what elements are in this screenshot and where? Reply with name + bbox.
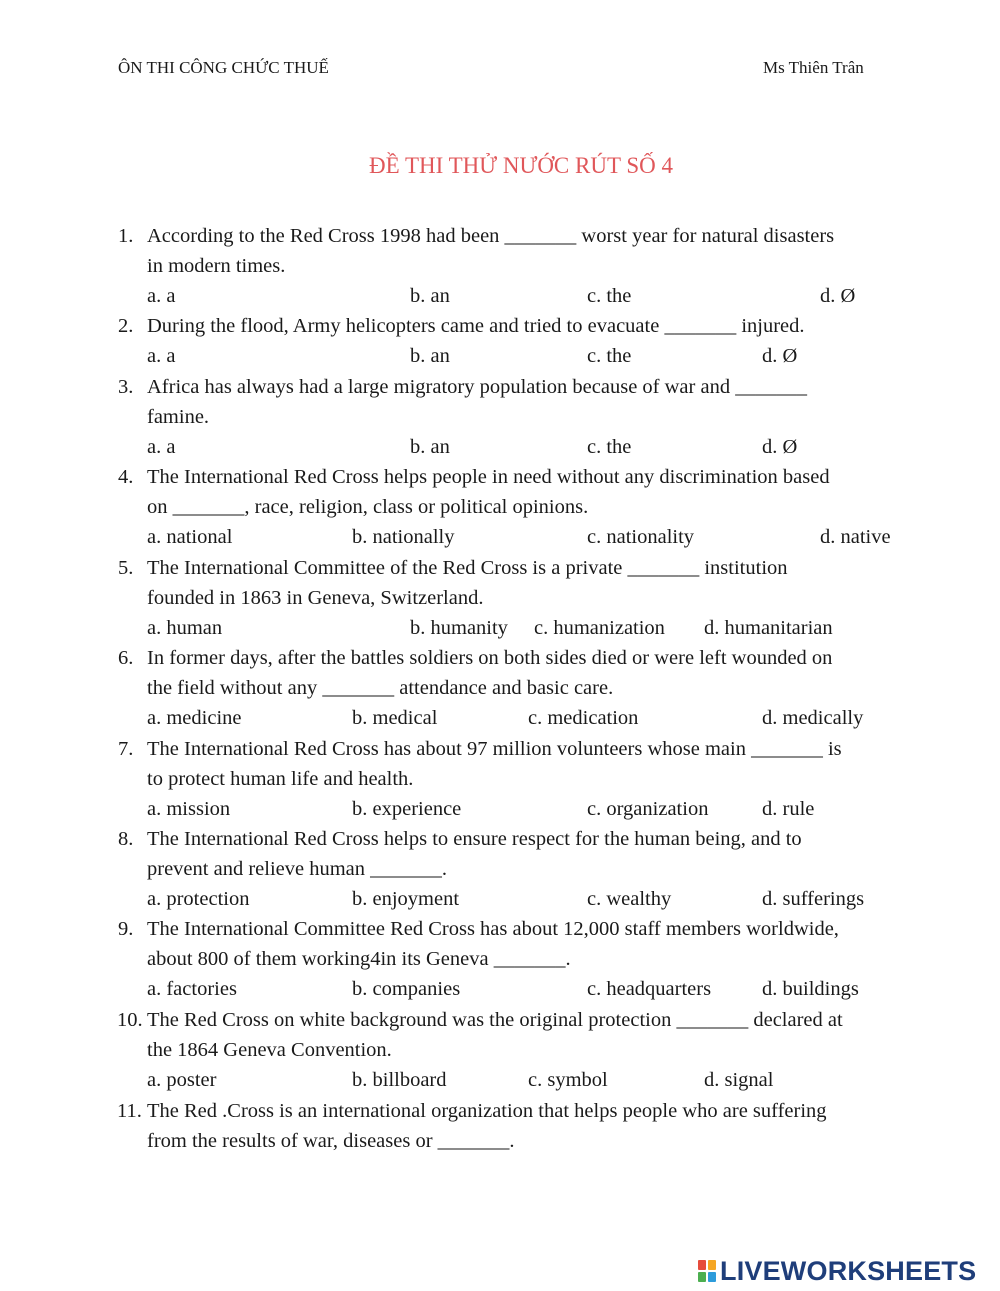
answer-option-a[interactable]: a. protection xyxy=(147,888,250,911)
answer-option-d[interactable]: d. medically xyxy=(762,707,864,730)
question-text-line: The Red Cross on white background was the original protection _______ declared at xyxy=(147,1009,843,1031)
question-number: 10. xyxy=(117,1009,143,1031)
header-left: ÔN THI CÔNG CHỨC THUẾ xyxy=(118,58,329,77)
answer-option-a[interactable]: a. poster xyxy=(147,1069,217,1092)
logo-text: LIVEWORKSHEETS xyxy=(720,1255,977,1286)
answer-option-a[interactable]: a. factories xyxy=(147,978,237,1001)
answer-option-a[interactable]: a. a xyxy=(147,436,176,459)
answer-option-c[interactable]: c. organization xyxy=(587,798,709,821)
answer-option-a[interactable]: a. medicine xyxy=(147,707,242,730)
answer-option-b[interactable]: b. experience xyxy=(352,798,462,821)
question-text-line: The Red .Cross is an international organization that helps people who are suffering xyxy=(147,1100,827,1122)
answer-option-c[interactable]: c. the xyxy=(587,285,632,308)
question-text-line: The International Red Cross helps to ensure respect for the human being, and to xyxy=(147,828,802,850)
question-text-line: The International Red Cross has about 97 million volunteers whose main _______ is xyxy=(147,738,842,760)
question-text-line: in modern times. xyxy=(147,255,286,278)
answer-option-c[interactable]: c. symbol xyxy=(528,1069,608,1092)
answer-option-b[interactable]: b. an xyxy=(410,436,450,459)
answer-option-b[interactable]: b. companies xyxy=(352,978,461,1001)
question-number: 3. xyxy=(118,376,134,398)
question-number: 6. xyxy=(118,647,134,669)
answer-option-c[interactable]: c. the xyxy=(587,345,632,368)
answer-option-d[interactable]: d. signal xyxy=(704,1069,774,1092)
answer-option-b[interactable]: b. enjoyment xyxy=(352,888,460,911)
answer-option-d[interactable]: d. native xyxy=(820,526,891,549)
answer-option-a[interactable]: a. national xyxy=(147,526,233,549)
question-number: 4. xyxy=(118,466,134,488)
answer-option-c[interactable]: c. nationality xyxy=(587,526,695,549)
question-text-line: prevent and relieve human _______. xyxy=(147,858,448,881)
answer-option-d[interactable]: d. humanitarian xyxy=(704,617,833,640)
answer-option-c[interactable]: c. medication xyxy=(528,707,639,730)
answer-option-b[interactable]: b. medical xyxy=(352,707,438,730)
answer-option-d[interactable]: d. Ø xyxy=(762,436,798,459)
liveworksheets-logo-icon xyxy=(698,1260,716,1282)
answer-option-a[interactable]: a. a xyxy=(147,345,176,368)
answer-option-c[interactable]: c. humanization xyxy=(534,617,665,640)
question-text-line: Africa has always had a large migratory population because of war and _______ xyxy=(147,376,807,398)
answer-option-b[interactable]: b. billboard xyxy=(352,1069,447,1092)
question-number: 5. xyxy=(118,557,134,579)
question-number: 7. xyxy=(118,738,134,760)
question-text-line: the 1864 Geneva Convention. xyxy=(147,1039,392,1062)
answer-option-a[interactable]: a. human xyxy=(147,617,223,640)
question-text-line: to protect human life and health. xyxy=(147,768,414,791)
question-number: 1. xyxy=(118,225,134,247)
answer-option-b[interactable]: b. an xyxy=(410,285,450,308)
question-text-line: The International Committee of the Red Cross is a private _______ institution xyxy=(147,557,788,579)
answer-option-a[interactable]: a. mission xyxy=(147,798,231,821)
answer-option-d[interactable]: d. rule xyxy=(762,798,815,821)
liveworksheets-logo xyxy=(698,1256,976,1286)
answer-option-c[interactable]: c. the xyxy=(587,436,632,459)
answer-option-a[interactable]: a. a xyxy=(147,285,176,308)
answer-option-d[interactable]: d. sufferings xyxy=(762,888,865,911)
question-text-line: In former days, after the battles soldiers on both sides died or were left wounded on xyxy=(147,647,833,669)
question-number: 9. xyxy=(118,918,134,940)
question-number: 2. xyxy=(118,315,134,337)
question-text-line: According to the Red Cross 1998 had been _______ worst year for natural disasters xyxy=(147,225,835,247)
answer-option-d[interactable]: d. Ø xyxy=(762,345,798,368)
question-text-line: The International Committee Red Cross has about 12,000 staff members worldwide, xyxy=(147,918,839,940)
question-text-line: founded in 1863 in Geneva, Switzerland. xyxy=(147,587,484,610)
question-text-line: about 800 of them working4in its Geneva _______. xyxy=(147,948,571,971)
answer-option-d[interactable]: d. Ø xyxy=(820,285,856,308)
answer-option-d[interactable]: d. buildings xyxy=(762,978,859,1001)
answer-option-b[interactable]: b. humanity xyxy=(410,617,508,640)
answer-option-b[interactable]: b. nationally xyxy=(352,526,455,549)
header-right: Ms Thiên Trân xyxy=(763,58,864,77)
question-text-line: famine. xyxy=(147,406,210,429)
question-text-line: on _______, race, religion, class or political opinions. xyxy=(147,496,589,519)
question-text-line: During the flood, Army helicopters came and tried to evacuate _______ injured. xyxy=(147,315,805,337)
question-text-line: from the results of war, diseases or _______. xyxy=(147,1130,515,1153)
question-text-line: The International Red Cross helps people in need without any discrimination based xyxy=(147,466,830,488)
answer-option-b[interactable]: b. an xyxy=(410,345,450,368)
answer-option-c[interactable]: c. headquarters xyxy=(587,978,712,1001)
answer-option-c[interactable]: c. wealthy xyxy=(587,888,672,911)
question-number: 8. xyxy=(118,828,134,850)
page-title: ĐỀ THI THỬ NƯỚC RÚT SỐ 4 xyxy=(368,153,674,178)
question-number: 11. xyxy=(117,1100,142,1122)
question-text-line: the field without any _______ attendance and basic care. xyxy=(147,677,614,700)
